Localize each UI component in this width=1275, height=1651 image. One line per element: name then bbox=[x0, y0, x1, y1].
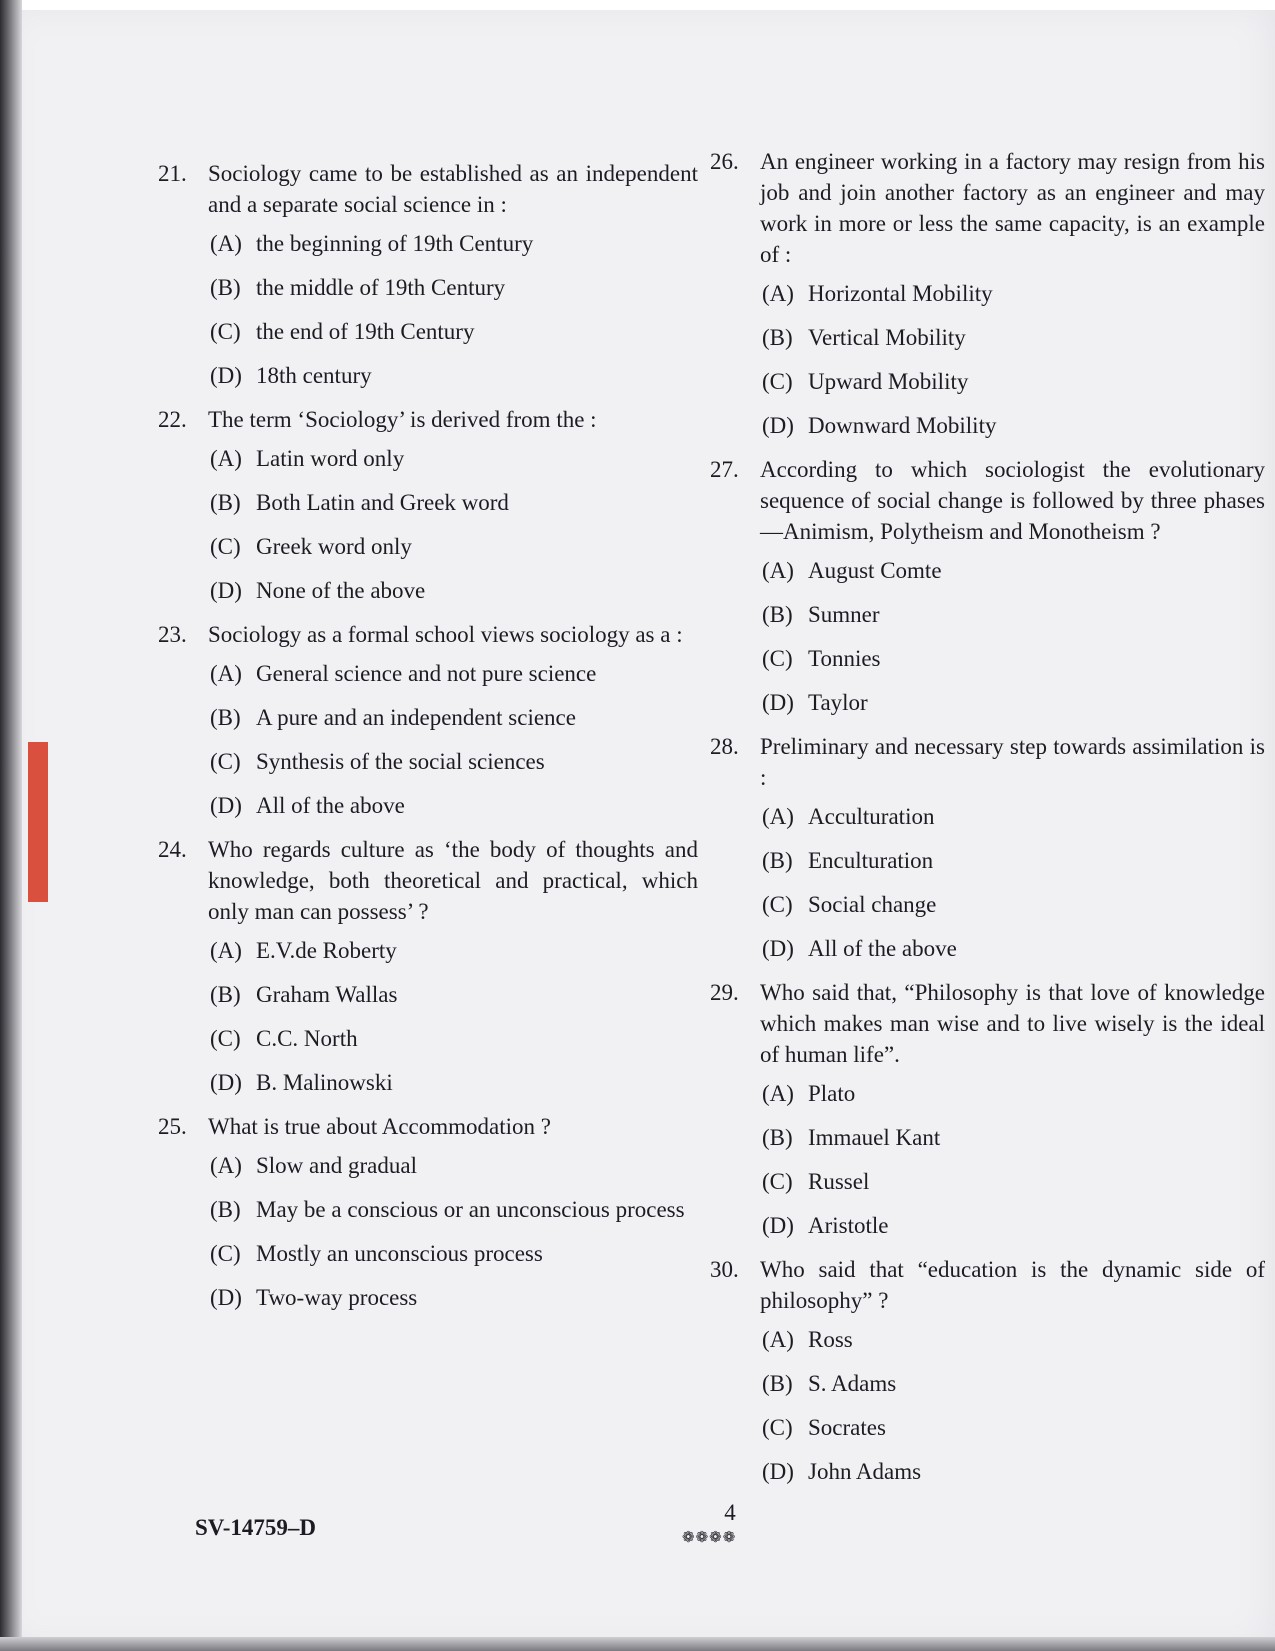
option-text: Sumner bbox=[808, 602, 880, 627]
question-stem bbox=[710, 977, 1265, 1070]
option-label: (C) bbox=[762, 646, 793, 671]
option-text: S. Adams bbox=[808, 1371, 897, 1396]
option-list bbox=[158, 443, 698, 606]
option-text: C.C. North bbox=[256, 1026, 358, 1051]
question-number: 21. bbox=[158, 161, 187, 186]
option-text: Plato bbox=[808, 1081, 856, 1106]
question-text: Who said that, “Philosophy is that love of knowledge which makes man wise and to live wisely is the ideal of human life”. bbox=[760, 980, 1265, 1067]
question-stem bbox=[158, 1111, 698, 1142]
answer-option bbox=[762, 933, 1265, 964]
answer-option bbox=[762, 845, 1265, 876]
answer-option bbox=[762, 1166, 1265, 1197]
option-list bbox=[158, 658, 698, 821]
option-label: (B) bbox=[762, 1125, 793, 1150]
option-text: the middle of 19th Century bbox=[256, 275, 506, 300]
question-27 bbox=[710, 454, 1265, 718]
answer-option bbox=[210, 443, 698, 474]
answer-option bbox=[210, 790, 698, 821]
option-text: Upward Mobility bbox=[808, 369, 969, 394]
option-label: (A) bbox=[762, 1327, 794, 1352]
answer-option bbox=[210, 1023, 698, 1054]
option-label: (C) bbox=[762, 1415, 793, 1440]
option-label: (A) bbox=[210, 661, 242, 686]
question-text: Preliminary and necessary step towards assimilation is : bbox=[760, 734, 1265, 790]
option-text: General science and not pure science bbox=[256, 661, 597, 686]
option-text: E.V.de Roberty bbox=[256, 938, 397, 963]
red-margin-tab bbox=[28, 742, 48, 902]
answer-option bbox=[210, 935, 698, 966]
option-list bbox=[710, 1078, 1265, 1241]
answer-option bbox=[762, 1324, 1265, 1355]
option-label: (A) bbox=[762, 558, 794, 583]
option-label: (D) bbox=[762, 1213, 794, 1238]
option-label: (D) bbox=[210, 793, 242, 818]
scan-top-edge bbox=[0, 0, 1275, 10]
answer-option bbox=[210, 746, 698, 777]
option-label: (C) bbox=[210, 319, 241, 344]
question-number: 25. bbox=[158, 1114, 187, 1139]
option-text: Graham Wallas bbox=[256, 982, 398, 1007]
option-label: (D) bbox=[210, 363, 242, 388]
option-label: (B) bbox=[210, 275, 241, 300]
option-text: All of the above bbox=[808, 936, 957, 961]
option-list bbox=[158, 935, 698, 1098]
question-number: 23. bbox=[158, 622, 187, 647]
answer-option bbox=[762, 1122, 1265, 1153]
question-text: Sociology came to be established as an independent and a separate social science in : bbox=[208, 161, 698, 217]
option-text: the end of 19th Century bbox=[256, 319, 475, 344]
question-text: The term ‘Sociology’ is derived from the : bbox=[208, 407, 597, 432]
option-text: Synthesis of the social sciences bbox=[256, 749, 545, 774]
option-label: (B) bbox=[762, 848, 793, 873]
option-label: (B) bbox=[210, 490, 241, 515]
answer-option bbox=[762, 801, 1265, 832]
question-stem bbox=[158, 404, 698, 435]
option-label: (A) bbox=[762, 1081, 794, 1106]
option-text: Greek word only bbox=[256, 534, 412, 559]
answer-option bbox=[210, 487, 698, 518]
option-label: (C) bbox=[762, 1169, 793, 1194]
right-question-column bbox=[710, 146, 1265, 1500]
answer-option bbox=[762, 1078, 1265, 1109]
option-list bbox=[710, 555, 1265, 718]
answer-option bbox=[210, 575, 698, 606]
option-text: Latin word only bbox=[256, 446, 405, 471]
option-text: Acculturation bbox=[808, 804, 935, 829]
option-text: All of the above bbox=[256, 793, 405, 818]
option-label: (D) bbox=[210, 1070, 242, 1095]
answer-option bbox=[210, 1194, 698, 1225]
question-28 bbox=[710, 731, 1265, 964]
booklet-code: SV-14759–D bbox=[195, 1515, 316, 1540]
question-stem bbox=[710, 1254, 1265, 1316]
option-label: (C) bbox=[762, 369, 793, 394]
option-text: Horizontal Mobility bbox=[808, 281, 993, 306]
question-text: Who regards culture as ‘the body of thoughts and knowledge, both theoretical and practical, which only man can possess’ ? bbox=[208, 837, 698, 924]
answer-option bbox=[210, 1282, 698, 1313]
option-text: Tonnies bbox=[808, 646, 881, 671]
answer-option bbox=[762, 322, 1265, 353]
option-label: (A) bbox=[210, 1153, 242, 1178]
option-text: Socrates bbox=[808, 1415, 886, 1440]
option-text: Slow and gradual bbox=[256, 1153, 417, 1178]
option-list bbox=[710, 278, 1265, 441]
question-number: 27. bbox=[710, 457, 739, 482]
option-label: (A) bbox=[762, 281, 794, 306]
option-text: John Adams bbox=[808, 1459, 922, 1484]
option-label: (A) bbox=[210, 446, 242, 471]
answer-option bbox=[210, 531, 698, 562]
option-label: (D) bbox=[762, 936, 794, 961]
footer-ornament: ❁❁❁❁ bbox=[682, 1530, 737, 1546]
option-text: A pure and an independent science bbox=[256, 705, 576, 730]
option-label: (B) bbox=[210, 705, 241, 730]
answer-option bbox=[762, 643, 1265, 674]
question-21 bbox=[158, 158, 698, 391]
question-number: 26. bbox=[710, 149, 739, 174]
option-label: (C) bbox=[762, 892, 793, 917]
question-number: 29. bbox=[710, 980, 739, 1005]
answer-option bbox=[762, 687, 1265, 718]
answer-option bbox=[210, 360, 698, 391]
option-text: the beginning of 19th Century bbox=[256, 231, 534, 256]
answer-option bbox=[762, 1412, 1265, 1443]
answer-option bbox=[762, 1210, 1265, 1241]
question-24 bbox=[158, 834, 698, 1098]
option-label: (D) bbox=[762, 413, 794, 438]
answer-option bbox=[762, 278, 1265, 309]
option-label: (A) bbox=[210, 938, 242, 963]
question-stem bbox=[158, 158, 698, 220]
answer-option bbox=[762, 555, 1265, 586]
question-number: 28. bbox=[710, 734, 739, 759]
option-text: Ross bbox=[808, 1327, 853, 1352]
option-list bbox=[710, 801, 1265, 964]
option-text: Aristotle bbox=[808, 1213, 889, 1238]
question-number: 30. bbox=[710, 1257, 739, 1282]
option-text: Vertical Mobility bbox=[808, 325, 966, 350]
option-text: Russel bbox=[808, 1169, 870, 1194]
option-label: (C) bbox=[210, 1241, 241, 1266]
option-label: (B) bbox=[210, 1197, 241, 1222]
question-26 bbox=[710, 146, 1265, 441]
question-stem bbox=[158, 619, 698, 650]
question-29 bbox=[710, 977, 1265, 1241]
question-number: 22. bbox=[158, 407, 187, 432]
question-stem bbox=[158, 834, 698, 927]
option-label: (C) bbox=[210, 1026, 241, 1051]
option-list bbox=[158, 1150, 698, 1313]
option-text: May be a conscious or an unconscious process bbox=[256, 1197, 685, 1222]
answer-option bbox=[210, 658, 698, 689]
option-text: August Comte bbox=[808, 558, 942, 583]
answer-option bbox=[762, 889, 1265, 920]
option-label: (D) bbox=[210, 578, 242, 603]
option-text: Two-way process bbox=[256, 1285, 418, 1310]
option-label: (B) bbox=[762, 1371, 793, 1396]
question-30 bbox=[710, 1254, 1265, 1487]
answer-option bbox=[210, 1238, 698, 1269]
option-label: (D) bbox=[210, 1285, 242, 1310]
answer-option bbox=[210, 1067, 698, 1098]
option-text: B. Malinowski bbox=[256, 1070, 393, 1095]
answer-option bbox=[210, 316, 698, 347]
answer-option bbox=[762, 599, 1265, 630]
question-22 bbox=[158, 404, 698, 606]
answer-option bbox=[210, 702, 698, 733]
option-label: (D) bbox=[762, 690, 794, 715]
option-text: None of the above bbox=[256, 578, 426, 603]
option-text: Enculturation bbox=[808, 848, 934, 873]
option-text: Social change bbox=[808, 892, 937, 917]
scan-left-edge bbox=[0, 0, 22, 1651]
question-text: What is true about Accommodation ? bbox=[208, 1114, 551, 1139]
answer-option bbox=[210, 272, 698, 303]
answer-option bbox=[762, 1368, 1265, 1399]
option-list bbox=[710, 1324, 1265, 1487]
question-text: Who said that “education is the dynamic side of philosophy” ? bbox=[760, 1257, 1265, 1313]
option-text: 18th century bbox=[256, 363, 372, 388]
question-number: 24. bbox=[158, 837, 187, 862]
answer-option bbox=[210, 979, 698, 1010]
question-stem bbox=[710, 454, 1265, 547]
question-23 bbox=[158, 619, 698, 821]
question-25 bbox=[158, 1111, 698, 1313]
option-text: Immauel Kant bbox=[808, 1125, 941, 1150]
option-text: Mostly an unconscious process bbox=[256, 1241, 543, 1266]
answer-option bbox=[762, 410, 1265, 441]
page-number: 4 bbox=[724, 1500, 736, 1525]
question-stem bbox=[710, 146, 1265, 270]
option-list bbox=[158, 228, 698, 391]
question-text: According to which sociologist the evolutionary sequence of social change is followed by three phases—Animism, Polytheism and Monotheism ? bbox=[760, 457, 1265, 544]
left-question-column bbox=[158, 158, 698, 1326]
scan-bottom-edge bbox=[0, 1637, 1275, 1651]
option-label: (A) bbox=[762, 804, 794, 829]
answer-option bbox=[210, 228, 698, 259]
option-label: (D) bbox=[762, 1459, 794, 1484]
answer-option bbox=[762, 366, 1265, 397]
question-stem bbox=[710, 731, 1265, 793]
option-text: Downward Mobility bbox=[808, 413, 997, 438]
question-text: An engineer working in a factory may resign from his job and join another factory as an engineer and may work in more or less the same capacity, is an example of : bbox=[760, 149, 1265, 267]
answer-option bbox=[762, 1456, 1265, 1487]
option-label: (B) bbox=[762, 602, 793, 627]
option-text: Both Latin and Greek word bbox=[256, 490, 509, 515]
option-label: (C) bbox=[210, 749, 241, 774]
question-text: Sociology as a formal school views sociology as a : bbox=[208, 622, 683, 647]
option-label: (B) bbox=[762, 325, 793, 350]
option-label: (A) bbox=[210, 231, 242, 256]
option-label: (C) bbox=[210, 534, 241, 559]
option-text: Taylor bbox=[808, 690, 868, 715]
answer-option bbox=[210, 1150, 698, 1181]
option-label: (B) bbox=[210, 982, 241, 1007]
